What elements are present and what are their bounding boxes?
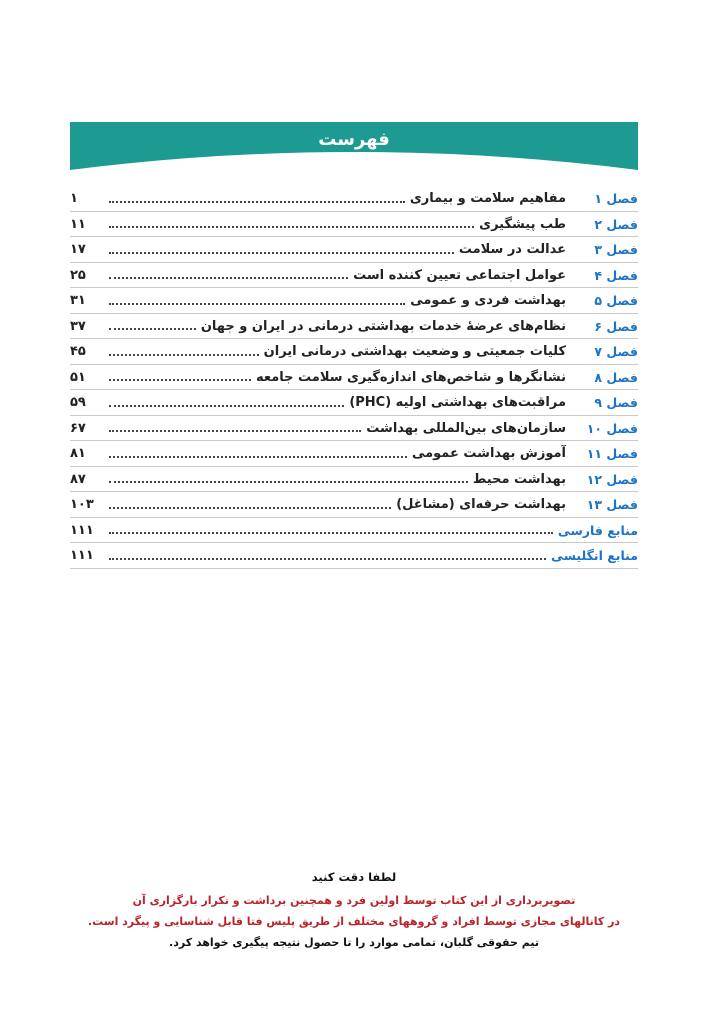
- toc-page-number: ۳۷: [70, 318, 86, 334]
- toc-page-number: ۱۷: [70, 242, 86, 258]
- dot-leader: [109, 293, 405, 305]
- dot-leader: [109, 216, 474, 228]
- table-of-contents: [70, 186, 638, 569]
- contents-banner: [70, 122, 638, 172]
- toc-page-number: ۱۰۳: [70, 497, 94, 513]
- dot-leader: [109, 395, 344, 407]
- toc-row[interactable]: [70, 390, 638, 416]
- toc-row[interactable]: [70, 416, 638, 442]
- toc-title: سازمان‌های بین‌المللی بهداشت: [366, 420, 566, 436]
- toc-page-number: ۸۷: [70, 471, 86, 487]
- dot-leader: [109, 548, 546, 560]
- dot-leader: [109, 318, 196, 330]
- toc-page-number: ۴۵: [70, 344, 86, 360]
- toc-title-cell: [106, 497, 566, 512]
- toc-row[interactable]: [70, 288, 638, 314]
- toc-title: بهداشت فردی و عمومی: [410, 293, 566, 309]
- toc-chapter-label: فصل ۷: [594, 344, 638, 360]
- toc-page-number: ۲۵: [70, 267, 86, 283]
- toc-row[interactable]: [70, 365, 638, 391]
- toc-title-cell: [106, 217, 566, 232]
- toc-title: عدالت در سلامت: [458, 242, 566, 258]
- toc-chapter-label: فصل ۱۳: [586, 497, 638, 513]
- toc-title: نظام‌های عرضهٔ خدمات بهداشتی درمانی در ایران و جهان: [200, 318, 566, 334]
- toc-references-label: منابع انگلیسی: [551, 548, 638, 564]
- toc-title-cell: [106, 395, 566, 410]
- toc-row[interactable]: [70, 237, 638, 263]
- dot-leader: [109, 191, 405, 203]
- toc-chapter-label: فصل ۳: [594, 242, 638, 258]
- toc-page-number: ۵۹: [70, 395, 86, 411]
- toc-chapter-label: فصل ۶: [594, 318, 638, 334]
- toc-title-cell: [106, 472, 566, 487]
- toc-title: طب پیشگیری: [479, 216, 566, 232]
- toc-title-cell: [106, 242, 566, 257]
- toc-chapter-label: فصل ۱۰: [586, 420, 638, 436]
- dot-leader: [109, 497, 391, 509]
- dot-leader: [109, 344, 259, 356]
- toc-page-number: ۱۱: [70, 216, 86, 232]
- toc-title: کلیات جمعیتی و وضعیت بهداشتی درمانی ایران: [263, 344, 566, 360]
- dot-leader: [109, 522, 553, 534]
- toc-page-number: ۱۱۱: [70, 548, 94, 564]
- row-divider: [70, 568, 638, 569]
- toc-chapter-label: فصل ۴: [594, 267, 638, 283]
- toc-row[interactable]: [70, 467, 638, 493]
- toc-page-number: ۱۱۱: [70, 522, 94, 538]
- toc-row[interactable]: [70, 186, 638, 212]
- toc-references-label: منابع فارسی: [557, 522, 638, 538]
- notice-title: لطفا دقت کنید: [311, 870, 397, 884]
- toc-title-cell: [106, 344, 566, 359]
- toc-row[interactable]: [70, 492, 638, 518]
- toc-title: آموزش بهداشت عمومی: [411, 446, 566, 462]
- dot-leader: [109, 267, 348, 279]
- toc-chapter-label: فصل ۱: [594, 191, 638, 207]
- toc-row-references[interactable]: [70, 518, 638, 544]
- copyright-notice: [70, 870, 638, 953]
- toc-title: بهداشت محیط: [472, 471, 566, 487]
- toc-row[interactable]: [70, 263, 638, 289]
- toc-row[interactable]: [70, 212, 638, 238]
- toc-chapter-label: فصل ۱۱: [586, 446, 638, 462]
- notice-line-3: تیم حقوقی گلبان، تمامی موارد را تا حصول نتیجه پیگیری خواهد کرد.: [169, 936, 539, 949]
- toc-page-number: ۵۱: [70, 369, 86, 385]
- toc-chapter-label: فصل ۱۲: [586, 471, 638, 487]
- toc-page-number: ۶۷: [70, 420, 86, 436]
- toc-page-number: ۸۱: [70, 446, 86, 462]
- toc-title: مراقبت‌های بهداشتی اولیه (PHC): [349, 395, 566, 411]
- toc-page-number: ۱: [70, 191, 78, 207]
- toc-chapter-label: فصل ۸: [594, 369, 638, 385]
- toc-row[interactable]: [70, 441, 638, 467]
- dot-leader: [109, 446, 407, 458]
- toc-title-cell: [106, 293, 566, 308]
- toc-chapter-label: فصل ۲: [594, 216, 638, 232]
- notice-line-1: تصویربرداری از این کتاب توسط اولین فرد و همچنین برداشت و تکرار بارگزاری آن: [132, 894, 576, 907]
- toc-page-number: ۳۱: [70, 293, 86, 309]
- dot-leader: [109, 471, 468, 483]
- dot-leader: [109, 369, 251, 381]
- toc-title: بهداشت حرفه‌ای (مشاغل): [396, 497, 566, 513]
- dot-leader: [109, 420, 361, 432]
- toc-title: مفاهیم سلامت و بیماری: [409, 191, 566, 207]
- toc-chapter-label: فصل ۹: [594, 395, 638, 411]
- toc-row[interactable]: [70, 314, 638, 340]
- toc-title-cell: [106, 191, 566, 206]
- toc-title: عوامل اجتماعی تعیین کننده است: [353, 267, 566, 283]
- page-title: فهرست: [318, 129, 390, 150]
- toc-row[interactable]: [70, 339, 638, 365]
- toc-title-cell: [106, 319, 566, 334]
- toc-title: نشانگرها و شاخص‌های اندازه‌گیری سلامت جامعه: [255, 369, 566, 385]
- toc-row-references[interactable]: [70, 543, 638, 569]
- toc-chapter-label: فصل ۵: [594, 293, 638, 309]
- dot-leader: [109, 242, 454, 254]
- toc-title-cell: [106, 268, 566, 283]
- toc-title-cell: [106, 370, 566, 385]
- notice-line-2: در کانالهای مجازی توسط افراد و گروههای مختلف از طریق پلیس فتا قابل شناسایی و پیگرد است.: [87, 915, 621, 928]
- toc-title-cell: [106, 421, 566, 436]
- toc-title-cell: [106, 446, 566, 461]
